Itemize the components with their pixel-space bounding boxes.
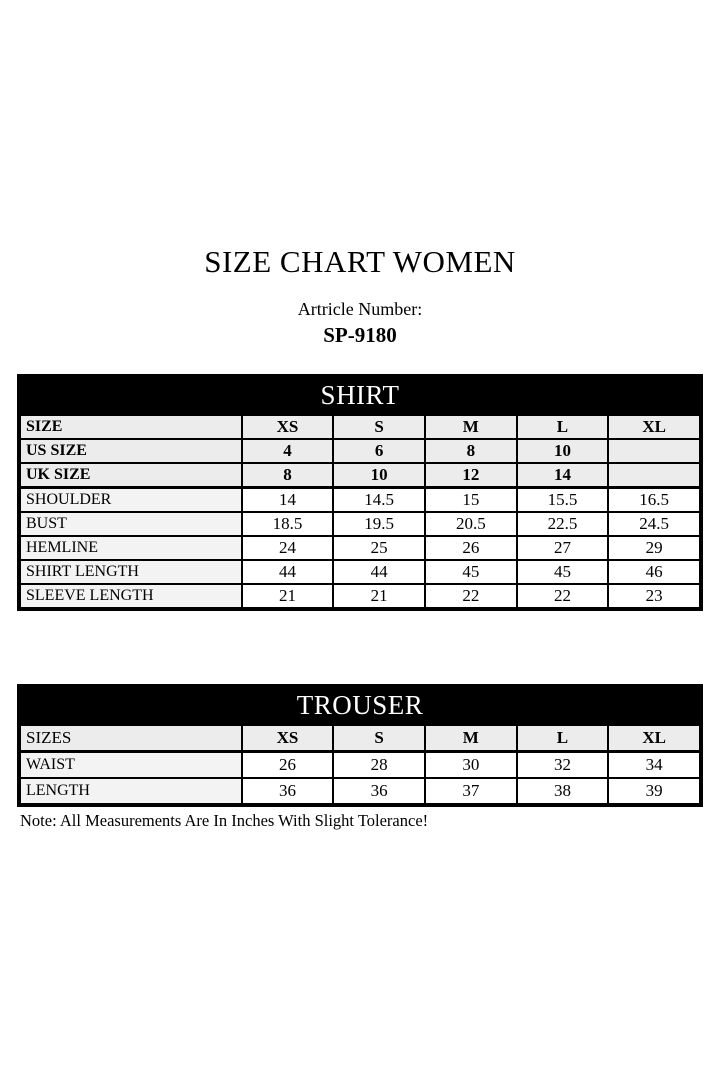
value-cell: M — [425, 415, 517, 439]
shirt-table-title: SHIRT — [19, 376, 701, 414]
row-label-cell: SIZE — [20, 415, 242, 439]
measurement-note: Note: All Measurements Are In Inches With Slight Tolerance! — [20, 811, 429, 830]
value-cell: XL — [608, 725, 700, 752]
table-row — [20, 725, 700, 752]
value-cell: 45 — [517, 560, 609, 584]
row-label-cell: HEMLINE — [20, 536, 242, 560]
value-cell — [608, 463, 700, 488]
table-row — [20, 752, 700, 779]
value-cell: 36 — [242, 778, 334, 804]
trouser-table-grid — [19, 724, 701, 805]
value-cell: 25 — [333, 536, 425, 560]
value-cell: 15.5 — [517, 488, 609, 513]
value-cell: 14 — [517, 463, 609, 488]
row-label-cell: WAIST — [20, 752, 242, 779]
row-label-cell: UK SIZE — [20, 463, 242, 488]
value-cell: 10 — [333, 463, 425, 488]
value-cell: 16.5 — [608, 488, 700, 513]
value-cell: 37 — [425, 778, 517, 804]
row-label-cell: SHOULDER — [20, 488, 242, 513]
value-cell: 6 — [333, 439, 425, 463]
value-cell: 4 — [242, 439, 334, 463]
value-cell: 19.5 — [333, 512, 425, 536]
row-label-cell: LENGTH — [20, 778, 242, 804]
article-number-value: SP-9180 — [323, 323, 397, 347]
value-cell: 36 — [333, 778, 425, 804]
trouser-size-table — [17, 684, 703, 807]
value-cell: 44 — [242, 560, 334, 584]
row-label-cell: US SIZE — [20, 439, 242, 463]
value-cell: 44 — [333, 560, 425, 584]
row-label-cell: SIZES — [20, 725, 242, 752]
value-cell: 39 — [608, 778, 700, 804]
shirt-size-table — [17, 374, 703, 611]
value-cell: 23 — [608, 584, 700, 608]
table-row — [20, 778, 700, 804]
table-row — [20, 415, 700, 439]
row-label-cell: BUST — [20, 512, 242, 536]
value-cell: 32 — [517, 752, 609, 779]
value-cell: 30 — [425, 752, 517, 779]
value-cell: 20.5 — [425, 512, 517, 536]
table-row — [20, 560, 700, 584]
value-cell: 8 — [425, 439, 517, 463]
value-cell: 10 — [517, 439, 609, 463]
value-cell: XS — [242, 415, 334, 439]
value-cell: XS — [242, 725, 334, 752]
row-label-cell: SLEEVE LENGTH — [20, 584, 242, 608]
value-cell: L — [517, 725, 609, 752]
article-number-label: Artricle Number: — [297, 299, 423, 319]
table-row — [20, 512, 700, 536]
value-cell: 45 — [425, 560, 517, 584]
row-label-cell: SHIRT LENGTH — [20, 560, 242, 584]
value-cell: 14 — [242, 488, 334, 513]
value-cell: 12 — [425, 463, 517, 488]
value-cell: 24.5 — [608, 512, 700, 536]
table-row — [20, 584, 700, 608]
table-row — [20, 439, 700, 463]
table-row — [20, 488, 700, 513]
value-cell: L — [517, 415, 609, 439]
value-cell: 14.5 — [333, 488, 425, 513]
value-cell: 22 — [425, 584, 517, 608]
value-cell: 21 — [333, 584, 425, 608]
value-cell: 26 — [425, 536, 517, 560]
trouser-table-title: TROUSER — [19, 686, 701, 724]
value-cell: S — [333, 725, 425, 752]
value-cell: 26 — [242, 752, 334, 779]
page-title: SIZE CHART WOMEN — [204, 244, 516, 279]
value-cell: 22 — [517, 584, 609, 608]
value-cell: 46 — [608, 560, 700, 584]
value-cell: 34 — [608, 752, 700, 779]
value-cell: S — [333, 415, 425, 439]
shirt-table-grid — [19, 414, 701, 609]
value-cell: 28 — [333, 752, 425, 779]
value-cell — [608, 439, 700, 463]
value-cell: 8 — [242, 463, 334, 488]
value-cell: 22.5 — [517, 512, 609, 536]
value-cell: 38 — [517, 778, 609, 804]
value-cell: 29 — [608, 536, 700, 560]
value-cell: 27 — [517, 536, 609, 560]
value-cell: M — [425, 725, 517, 752]
table-row — [20, 463, 700, 488]
value-cell: 15 — [425, 488, 517, 513]
value-cell: 21 — [242, 584, 334, 608]
value-cell: 24 — [242, 536, 334, 560]
table-row — [20, 536, 700, 560]
value-cell: 18.5 — [242, 512, 334, 536]
value-cell: XL — [608, 415, 700, 439]
